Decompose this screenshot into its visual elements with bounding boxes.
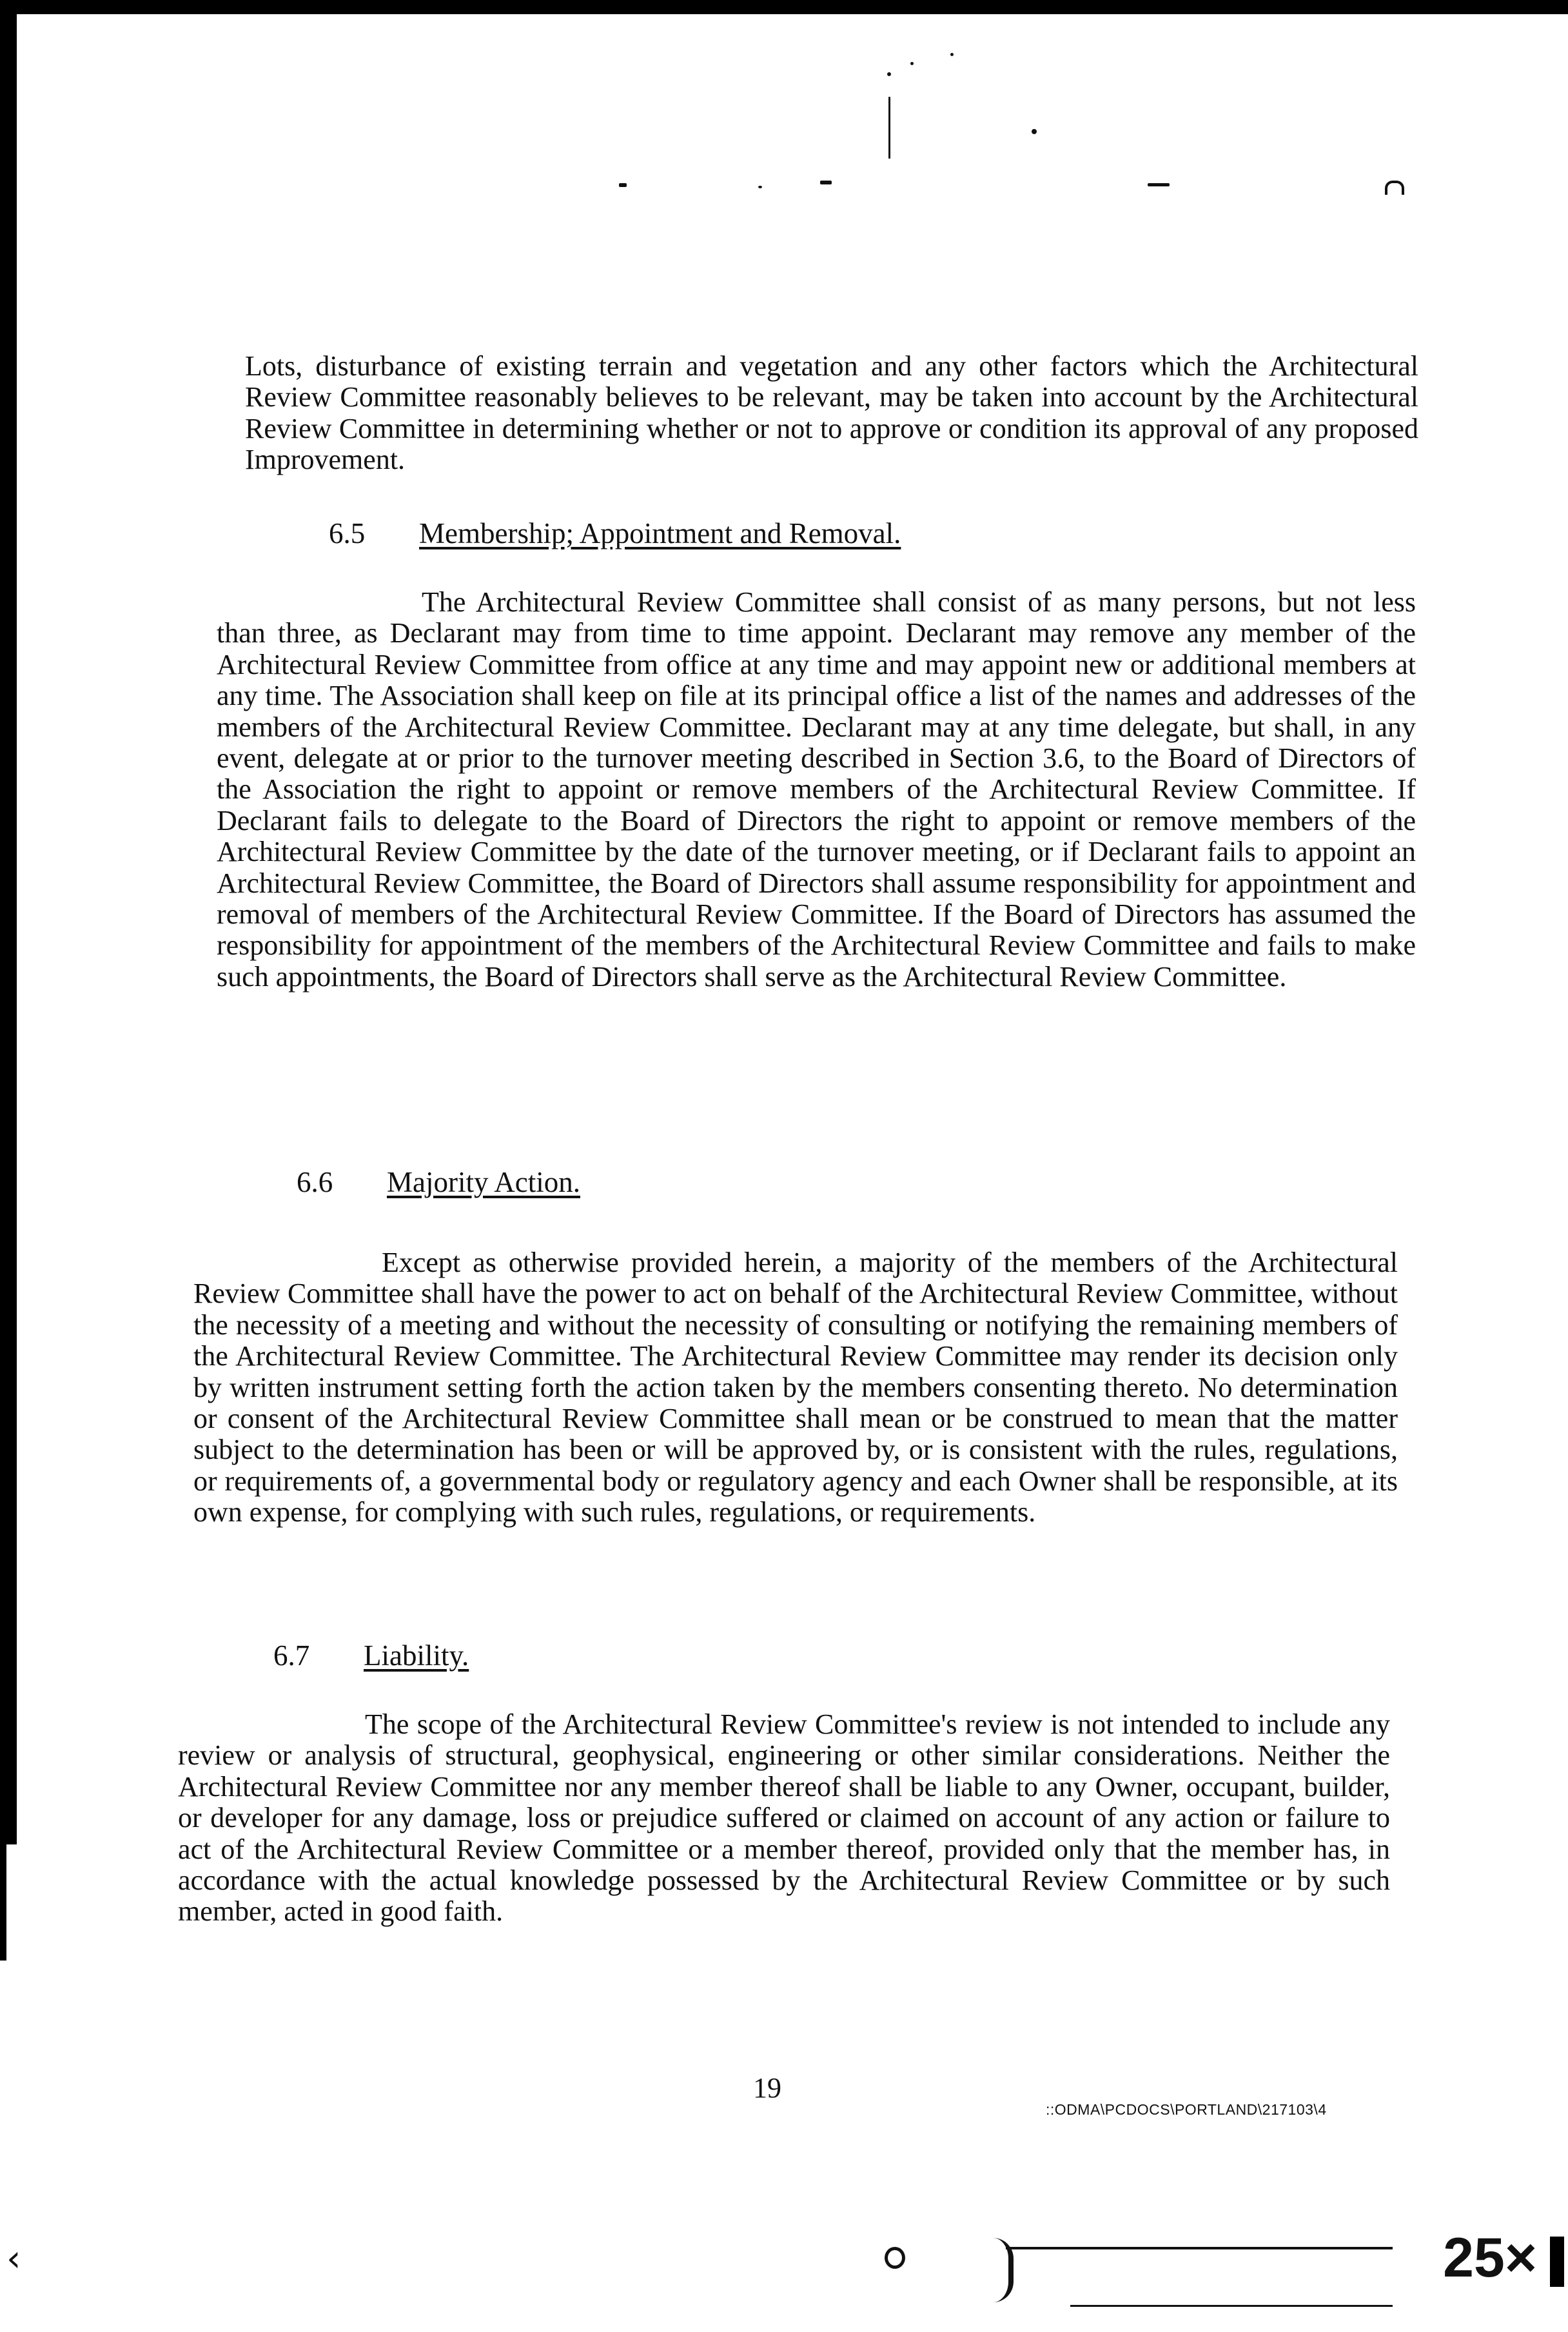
scan-speck	[888, 97, 890, 159]
scan-speck	[619, 183, 627, 187]
scan-speck	[1032, 129, 1037, 134]
scan-speck	[1148, 183, 1170, 186]
section-number: 6.6	[297, 1166, 333, 1198]
section-title: Liability.	[364, 1639, 469, 1672]
section-heading-6-5	[329, 516, 901, 551]
document-path: ::ODMA\PCDOCS\PORTLAND\217103\4	[1046, 2101, 1327, 2118]
footer-bracket	[993, 2238, 1014, 2302]
scan-speck	[950, 53, 954, 56]
page-number: 19	[753, 2072, 781, 2104]
footer-scan-line	[1006, 2247, 1393, 2249]
section-title: Majority Action.	[387, 1166, 580, 1198]
scan-speck	[820, 181, 832, 184]
scan-speck	[758, 186, 762, 188]
footer-circle	[885, 2247, 905, 2269]
section-body-6-7: The scope of the Architectural Review Committee's review is not intended to include any review or analysis of structural, geophysical, engineering or other similar considerations. Neither the Architectural Review Committee nor any member thereof shall be liable to any Owner, occupant, builder, or developer for any damage, loss or prejudice suffered or claimed on account of any action or failure to act of the Architectural Review Committee or a member thereof, provided only that the member has, in accordance with the actual knowledge possessed by the Architectural Review Committee or by such member, acted in good faith.	[178, 1708, 1390, 1928]
scan-top-edge	[0, 0, 1568, 14]
footer-mark: 25×	[1443, 2227, 1537, 2289]
section-title: Membership; Appointment and Removal.	[419, 517, 901, 549]
section-heading-6-6	[297, 1165, 580, 1200]
scan-left-edge-lower	[0, 1844, 6, 1961]
section-body-6-6: Except as otherwise provided herein, a majority of the members of the Architectural Review Committee shall have the power to act on behalf of the Architectural Review Committee, without the necessity of a meeting and without the necessity of consulting or notifying the remaining members of the Architectural Review Committee. The Architectural Review Committee may render its decision only by written instrument setting forth the action taken by the members consenting thereto. No determination or consent of the Architectural Review Committee shall mean or be construed to mean that the matter subject to the determination has been or will be approved by, or is consistent with the rules, regulations, or requirements of, a governmental body or regulatory agency and each Owner shall be responsible, at its own expense, for complying with such rules, regulations, or requirements.	[193, 1247, 1398, 1528]
left-arrow-icon: ‹	[6, 2238, 21, 2280]
scan-speck	[1385, 181, 1404, 195]
section-body-6-5: The Architectural Review Committee shall consist of as many persons, but not less than three, as Declarant may from time to time appoint. Declarant may remove any member of the Architectural Review Committee from office at any time and may appoint new or additional members at any time. The Association shall keep on file at its principal office a list of the names and addresses of the members of the Architectural Review Committee. Declarant may at any time delegate, but shall, in any event, delegate at or prior to the turnover meeting described in Section 3.6, to the Board of Directors of the Association the right to appoint or remove members of the Architectural Review Committee. If Declarant fails to delegate to the Board of Directors the right to appoint or remove members of the Architectural Review Committee by the date of the turnover meeting, or if Declarant fails to appoint an Architectural Review Committee, the Board of Directors shall assume responsibility for appointment and removal of members of the Architectural Review Committee. If the Board of Directors has assumed the responsibility for appointment of the members of the Architectural Review Committee and fails to make such appointments, the Board of Directors shall serve as the Architectural Review Committee.	[217, 586, 1416, 993]
intro-paragraph: Lots, disturbance of existing terrain and vegetation and any other factors which the Architectural Review Committee reasonably believes to be relevant, may be taken into account by the Architectural Review Committee in determining whether or not to approve or condition its approval of any proposed Improvement.	[245, 350, 1418, 476]
section-number: 6.7	[273, 1639, 310, 1672]
footer-scan-line	[1070, 2305, 1393, 2307]
footer-bar	[1550, 2237, 1564, 2287]
section-number: 6.5	[329, 517, 366, 549]
scan-speck	[910, 62, 914, 65]
section-heading-6-7	[273, 1638, 469, 1673]
scan-speck	[887, 72, 891, 76]
scan-left-edge	[0, 0, 17, 1844]
